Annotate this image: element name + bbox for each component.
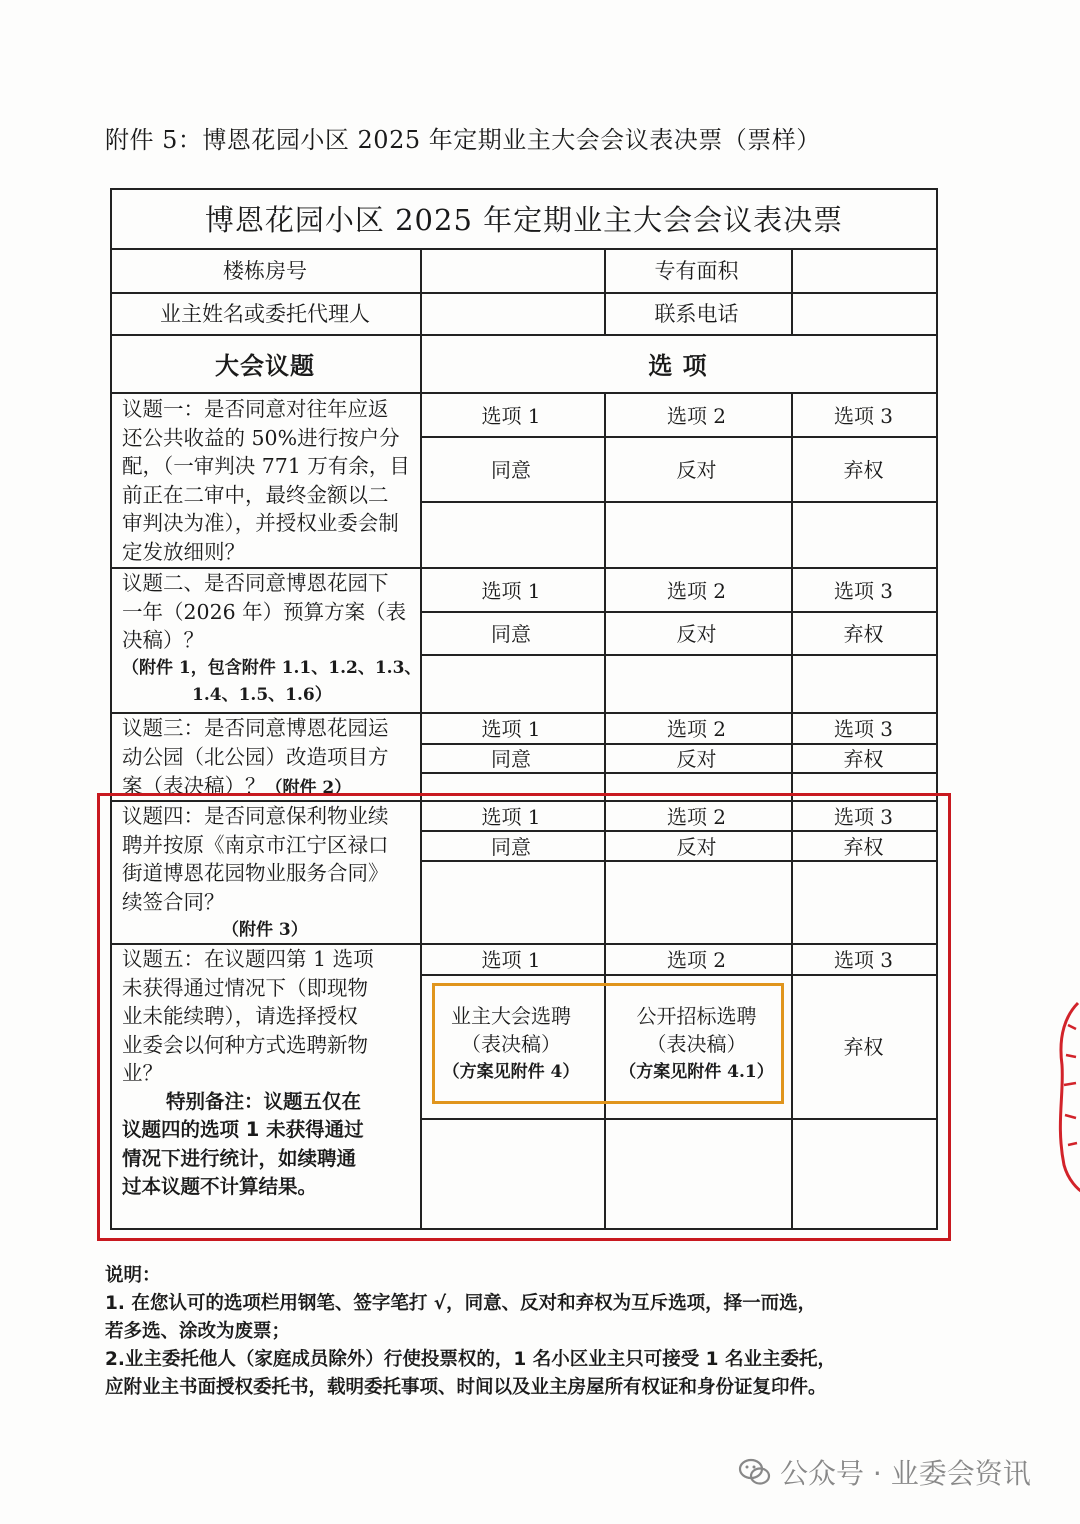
topic1-oppose: 反对 — [676, 458, 717, 482]
topic5-abstain: 弃权 — [843, 1034, 884, 1059]
topic4-option-3-label: 选项 3 — [833, 804, 894, 829]
topic5-option-2-label: 选项 2 — [666, 948, 727, 972]
wechat-icon — [738, 1455, 772, 1489]
wechat-watermark — [738, 1452, 1031, 1492]
topic3-option-3-label: 选项 3 — [833, 717, 894, 741]
topic2-vote-agree[interactable] — [420, 654, 602, 712]
topic2-agree: 同意 — [491, 622, 531, 646]
area-field[interactable] — [791, 248, 936, 292]
topic1-option-3-label: 选项 3 — [833, 403, 894, 428]
topic2-attachment: （附件 1，包含附件 1.1、1.2、1.3、 — [122, 657, 422, 678]
topic4-option-2-label: 选项 2 — [666, 804, 727, 829]
orange-highlight-box — [432, 983, 784, 1104]
topic4-attachment: （附件 3） — [222, 920, 308, 940]
topic2-abstain: 弃权 — [843, 622, 884, 646]
options-header: 选 项 — [648, 351, 708, 380]
topic5-note: 特别备注：议题五仅在 议题四的选项 1 未获得通过 情况下进行统计，如续聘通 过本议题不计算结果。 — [122, 1089, 364, 1198]
topic4-oppose: 反对 — [676, 834, 717, 859]
phone-label: 联系电话 — [654, 302, 739, 326]
topic1-abstain: 弃权 — [843, 458, 884, 482]
topic3-option-1-label: 选项 1 — [481, 717, 541, 741]
topic-1: 议题一：是否同意对往年应返 还公共收益的 50%进行按户分 配，（一审判决 771 万有余，目 前正在二审中，最终金额以二 审判决为准），并授权业委会制 定发放细则？ — [122, 397, 410, 564]
topic5-public-tender-option: 公开招标选聘 （表决稿） （方案见附件 4.1） — [619, 1004, 774, 1082]
topic1-vote-oppose[interactable] — [604, 501, 789, 567]
topic2-vote-abstain[interactable] — [791, 654, 936, 712]
topic2-option-1-label: 选项 1 — [481, 578, 541, 603]
topics-header: 大会议题 — [215, 351, 315, 380]
topic3-option-2-label: 选项 2 — [666, 717, 727, 741]
topic2-option-2-label: 选项 2 — [666, 578, 727, 603]
owner-field[interactable] — [420, 292, 602, 334]
topic-2: 议题二、是否同意博恩花园下 一年（2026 年）预算方案（表 决稿）？ （附件 1，包含附件 1.1、1.2、1.3、 1.4、1.5、1.6） — [122, 571, 422, 705]
topic2-option-3-label: 选项 3 — [833, 578, 894, 603]
topic-4: 议题四：是否同意保利物业续 聘并按原《南京市江宁区禄口 街道博恩花园物业服务合同》 续签合同？ （附件 3） — [122, 802, 389, 945]
topic3-attachment: （附件 2） — [265, 778, 352, 798]
topic2-oppose: 反对 — [676, 622, 717, 646]
topic3-oppose: 反对 — [676, 747, 717, 771]
instructions: 说明： 1. 在您认可的选项栏用钢笔、签字笔打 √，同意、反对和弃权为互斥选项，择一而选， 若多选、涂改为废票； 2.业主委托他人（家庭成员除外）行使投票权的，1 名小区业主只可接受 1 名业主委托， 应附业主书面授权委托书，载明委托事项、时间以及业主房屋所有权证和身份证复印件。 — [105, 1262, 836, 1402]
topic-3: 议题三：是否同意博恩花园运 动公园（北公园）改造项目方 案（表决稿）？（附件 2） — [122, 716, 389, 798]
owner-label: 业主姓名或委托代理人 — [160, 302, 370, 326]
topic-5: 议题五：在议题四第 1 选项 未获得通过情况下（即现物 业未能续聘），请选择授权 业委会以何种方式选聘新物 业？ 特别备注：议题五仅在 议题四的选项 1 未获得通过 情况下进行统计，如续聘通 过本议题不计算结果。 — [122, 945, 374, 1202]
ballot-title: 博恩花园小区 2025 年定期业主大会会议表决票 — [204, 202, 844, 237]
phone-field[interactable] — [791, 292, 936, 334]
watermark-text: 公众号 · 业委会资讯 — [780, 1457, 1031, 1490]
topic1-agree: 同意 — [491, 458, 531, 482]
official-stamp-fragment — [1048, 995, 1080, 1195]
topic1-option-2-label: 选项 2 — [666, 403, 727, 428]
building-label: 楼栋房号 — [223, 259, 307, 283]
area-label: 专有面积 — [654, 259, 739, 283]
topic5-option-3-label: 选项 3 — [833, 948, 894, 972]
topic4-agree: 同意 — [491, 834, 531, 859]
topic3-abstain: 弃权 — [843, 747, 884, 771]
topic3-agree: 同意 — [491, 747, 531, 771]
topic1-option-1-label: 选项 1 — [481, 403, 541, 428]
topic5-owners-assembly-option: 业主大会选聘 （表决稿） （方案见附件 4） — [442, 1004, 580, 1082]
topic1-vote-abstain[interactable] — [791, 501, 936, 567]
topic5-option-1-label: 选项 1 — [481, 948, 541, 972]
topic2-vote-oppose[interactable] — [604, 654, 789, 712]
building-field[interactable] — [420, 248, 602, 292]
topic1-vote-agree[interactable] — [420, 501, 602, 567]
topic4-option-1-label: 选项 1 — [481, 804, 541, 829]
document-heading: 附件 5：博恩花园小区 2025 年定期业主大会会议表决票（票样） — [105, 126, 821, 154]
notes-title: 说明： — [105, 1265, 161, 1286]
topic4-abstain: 弃权 — [843, 834, 884, 859]
